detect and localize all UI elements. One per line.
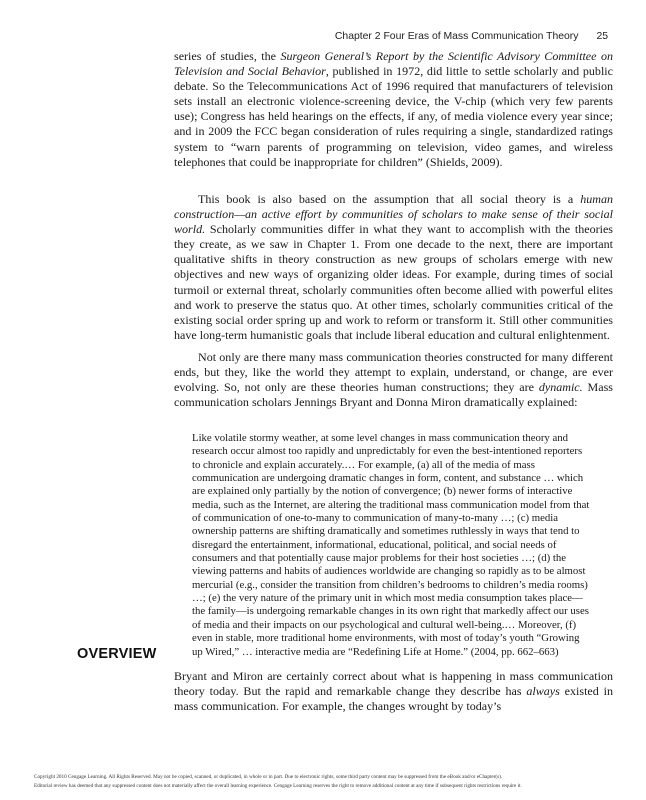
paragraph-2 xyxy=(174,192,613,343)
section-heading: OVERVIEW xyxy=(77,646,157,662)
footer-line-2: Editorial review has deemed that any suppressed content does not materially affect the overall learning experience. Cengage Learning reserves the right to remove additional content at any time if subsequent rights restrictions require it. xyxy=(34,782,522,789)
p3-text-b: Mass communication scholars Jennings Bryant and Donna Miron dramatically explained: xyxy=(174,380,613,410)
p4-text-b: existed in mass communication. For example, the changes wrought by today’s xyxy=(174,684,613,714)
p2-emphasis: human construction—an active effort by communities of scholars to make sense of their social world. xyxy=(174,192,613,237)
paragraph-1 xyxy=(174,49,613,170)
p2-text-b: Scholarly communities differ in what they want to accomplish with the theories they create, as we saw in Chapter 1. From one decade to the next, there are important qualitative shifts in theory construction as new groups of scholars emerge with new objectives and new ways of organizing older ideas. For example, during times of social turmoil or external threat, scholarly communities often become allied with powerful elites and work to preserve the status quo. At other times, scholarly communities critical of the existing social order spring up and work to reform or transform it. Still other communities have long-term humanistic goals that include liberal education and cultural enlightenment. xyxy=(174,222,613,342)
p4-emphasis: always xyxy=(526,684,560,699)
p2-text-a: This book is also based on the assumption that all social theory is a xyxy=(198,192,581,206)
p4-text-a: Bryant and Miron are certainly correct about what is happening in mass communication theory today. But the rapid and remarkable change they describe has xyxy=(174,669,613,699)
paragraph-4 xyxy=(174,669,613,714)
running-head xyxy=(180,31,608,42)
paragraph-3 xyxy=(174,350,613,410)
footer-line-1: Copyright 2010 Cengage Learning. All Rights Reserved. May not be copied, scanned, or duplicated, in whole or in part. Due to electronic rights, some third party content may be suppressed from the eBook and/or eChapter(s). xyxy=(34,774,503,780)
copyright-footer xyxy=(34,773,612,790)
p3-emphasis: dynamic. xyxy=(538,380,583,395)
p3-text-a: Not only are there many mass communication theories constructed for many different ends, but they, like the world they attempt to explain, understand, or change, are ever evolving. So, not only are these theories human constructions; they are xyxy=(174,350,613,395)
p1-text-b: , published in 1972, did little to settle scholarly and public debate. So the Telecommunications Act of 1996 required that manufacturers of television sets install an electronic violence-screening device, the V-chip (which very few parents use); Congress has held hearings on the effects, if any, of media violence every year since; and in 2009 the FCC began consideration of rules requiring a single, standardized ratings system to “warn parents of programming on television, video games, and wireless telephones that could be inappropriate for children” (Shields, 2009). xyxy=(174,64,613,169)
p1-text-a: series of studies, the xyxy=(174,49,281,63)
page-number: 25 xyxy=(596,31,608,42)
block-quote: Like volatile stormy weather, at some level changes in mass communication theory and research occur almost too rapidly and unpredictably for even the best-intentioned reporters to chronicle and explain accurately.… For example, (a) all of the media of mass communication are undergoing dramatic changes in form, content, and substance … which are explained only partially by the notion of convergence; (b) newer forms of interactive media, such as the Internet, are altering the traditional mass communication model from that of communication of one-to-many to communication of many-to-many …; (c) media ownership patterns are shifting dramatically and sometimes ruthlessly in ways that tend to disregard the entertainment, informational, educational, political, and social needs of consumers and that potentially cause major problems for their host societies …; (d) the viewing patterns and habits of audiences worldwide are changing so rapidly as to be almost mercurial (e.g., consider the transition from children’s bedrooms to children’s media rooms) …; (e) the very nature of the primary unit in which most media consumption takes place—the family—is undergoing remarkable changes in its own right that markedly affect our uses of media and their impacts on our psychological and cultural well-being.… Moreover, (f) even in stable, more traditional home environments, with most of today’s youth “Growing up Wired,” … interactive media are “Redefining Life at Home.” (2004, pp. 662–663) xyxy=(192,432,590,658)
p1-report-title: Surgeon General’s Report by the Scientific Advisory Committee on Television and Social Behavior xyxy=(174,49,613,79)
chapter-title: Chapter 2 Four Eras of Mass Communication Theory xyxy=(334,31,579,42)
